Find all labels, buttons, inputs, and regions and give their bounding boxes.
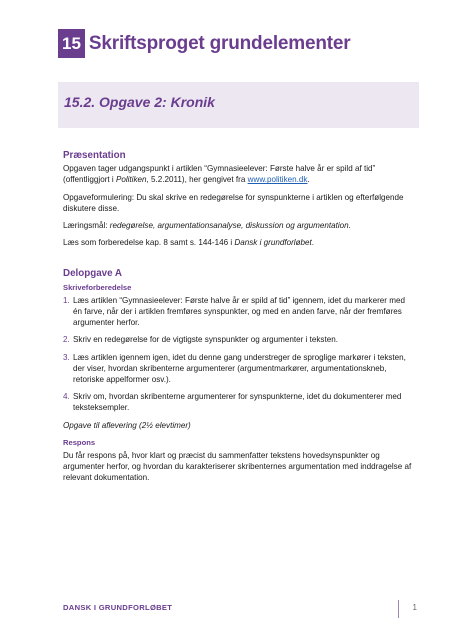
step-text: Læs artiklen “Gymnasieelever: Første halve år er spild af tid” igennem, idet du markerer med én farve, når der i artiklen fremføres synspunkter, og med en anden farve, når der fremføres argumenter herfor. bbox=[73, 295, 405, 328]
p4-text-a: Læs som forberedelse kap. 8 samt s. 144-146 i bbox=[63, 238, 235, 248]
step-number: 3. bbox=[63, 352, 70, 362]
p3-italic: redegørelse, argumentationsanalyse, diskussion og argumentation. bbox=[109, 221, 351, 231]
p4-text-b: . bbox=[311, 238, 315, 248]
deadline-note: Opgave til aflevering (2½ elevtimer) bbox=[63, 420, 191, 430]
skriveforberedelse-heading: Skriveforberedelse bbox=[63, 282, 132, 292]
reading-assignment bbox=[63, 237, 415, 248]
p1-text-b: , 5.2.2011), her gengivet fra bbox=[146, 175, 248, 185]
chapter-title: Skriftsproget grundelementer bbox=[88, 32, 351, 54]
p4-italic: Dansk i grundforløbet bbox=[234, 238, 312, 248]
p3-text-a: Læringsmål: bbox=[63, 221, 110, 231]
step-item bbox=[63, 352, 415, 386]
chapter-header bbox=[58, 29, 350, 58]
learning-goals bbox=[63, 220, 415, 231]
presentation-paragraph-2: Opgaveformulering: Du skal skrive en redegørelse for synspunkterne i artiklen og efterfølgende diskutere disse. bbox=[63, 192, 404, 213]
p1-italic: Politiken bbox=[115, 175, 147, 185]
step-text: Læs artiklen igennem igen, idet du denne gang understreger de sproglige markører i teksten, der viser, hvordan skribenterne argumenterer (argumentmarkører, argumentationskneb, retoriske appelformer osv.). bbox=[73, 352, 406, 385]
step-item bbox=[63, 295, 415, 329]
section-band bbox=[58, 82, 419, 128]
step-text: Skriv en redegørelse for de vigtigste synspunkter og argumenter i teksten. bbox=[73, 335, 338, 345]
presentation-paragraph-1 bbox=[63, 163, 415, 185]
presentation-heading: Præsentation bbox=[63, 150, 126, 161]
footer-label: DANSK I GRUNDFORLØBET bbox=[63, 603, 173, 612]
section-title: 15.2. Opgave 2: Kronik bbox=[64, 94, 215, 110]
p1-text-c: . bbox=[307, 175, 310, 185]
step-number: 1. bbox=[63, 295, 70, 305]
page-number: 1 bbox=[412, 603, 417, 612]
respons-paragraph: Du får respons på, hvor klart og præcist du sammenfatter tekstens hovedsynspunkter og argumenter herfor, og hvordan du karakteriserer skribenternes argumentation med inddragelse af relevant dokumentation. bbox=[63, 451, 412, 483]
delopgave-heading: Delopgave A bbox=[63, 268, 122, 280]
page-content bbox=[63, 150, 415, 484]
step-item bbox=[63, 391, 415, 413]
page-footer bbox=[63, 600, 419, 618]
chapter-number: 15 bbox=[58, 29, 85, 58]
step-number: 4. bbox=[63, 392, 70, 402]
politiken-link[interactable]: www.politiken.dk bbox=[247, 175, 308, 185]
footer-divider bbox=[398, 600, 399, 618]
step-item bbox=[63, 334, 415, 345]
step-number: 2. bbox=[63, 335, 70, 345]
respons-heading: Respons bbox=[63, 437, 96, 447]
p1-text-a: Opgaven tager udgangspunkt i artiklen “Gymnasieelever: Første halve år er spild af tid” (offentliggjort i bbox=[63, 164, 376, 185]
step-text: Skriv om, hvordan skribenterne argumenterer for synspunkterne, idet du dokumenterer med teksteksempler. bbox=[73, 392, 402, 413]
